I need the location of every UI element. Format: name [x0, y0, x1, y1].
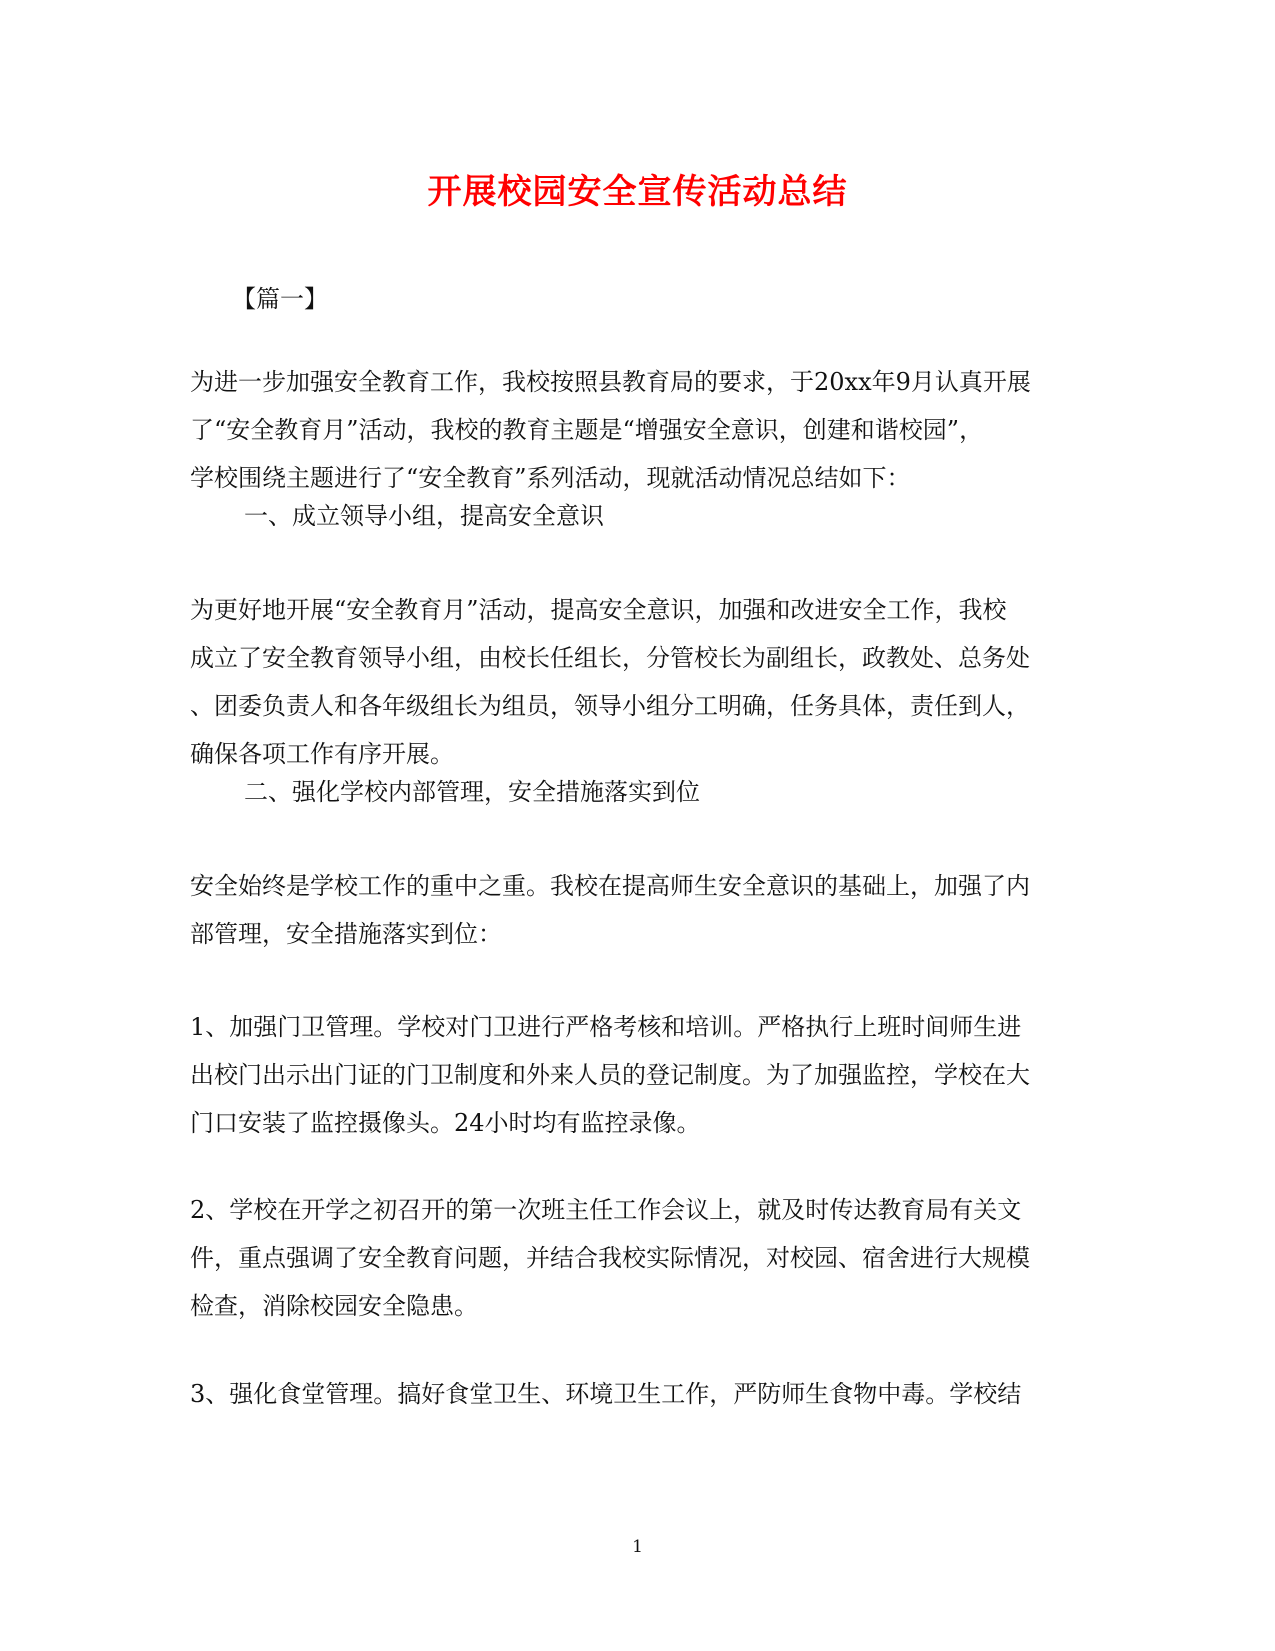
paragraph-2 — [190, 862, 1080, 958]
paragraph-line: 为进一步加强安全教育工作，我校按照县教育局的要求，于20xx年9月认真开展 — [190, 368, 1031, 396]
paragraph-line: 门口安装了监控摄像头。24小时均有监控录像。 — [190, 1109, 701, 1137]
paragraph-line: 学校围绕主题进行了“安全教育”系列活动，现就活动情况总结如下： — [190, 464, 911, 492]
paragraph-line: 了“安全教育月”活动，我校的教育主题是“增强安全意识，创建和谐校园”， — [190, 416, 984, 444]
paragraph-line: 部管理，安全措施落实到位： — [190, 920, 502, 948]
paragraph-line: 3、强化食堂管理。搞好食堂卫生、环境卫生工作，严防师生食物中毒。学校结 — [190, 1380, 1022, 1408]
paragraph-line: 2、学校在开学之初召开的第一次班主任工作会议上，就及时传达教育局有关文 — [190, 1196, 1022, 1224]
paragraph-line: 为更好地开展“安全教育月”活动，提高安全意识，加强和改进安全工作，我校 — [190, 596, 1007, 624]
paragraph-line: 出校门出示出门证的门卫制度和外来人员的登记制度。为了加强监控，学校在大 — [190, 1061, 1030, 1089]
intro-paragraph — [190, 358, 1080, 502]
paragraph-line: 安全始终是学校工作的重中之重。我校在提高师生安全意识的基础上，加强了内 — [190, 872, 1030, 900]
paragraph-line: 成立了安全教育领导小组，由校长任组长，分管校长为副组长，政教处、总务处 — [190, 644, 1030, 672]
paragraph-line: 1、加强门卫管理。学校对门卫进行严格考核和培训。严格执行上班时间师生进 — [190, 1013, 1022, 1041]
page-number: 1 — [632, 1537, 643, 1557]
paragraph-line: 确保各项工作有序开展。 — [190, 740, 454, 768]
paragraph-line: 件，重点强调了安全教育问题，并结合我校实际情况，对校园、宿舍进行大规模 — [190, 1244, 1030, 1272]
paragraph-line: 检查，消除校园安全隐患。 — [190, 1292, 478, 1320]
paragraph-line: 、团委负责人和各年级组长为组员，领导小组分工明确，任务具体，责任到人， — [190, 692, 1030, 720]
document-title: 开展校园安全宣传活动总结 — [427, 172, 848, 212]
section-heading-1: 一、成立领导小组，提高安全意识 — [244, 502, 604, 530]
list-item-3 — [190, 1370, 1080, 1418]
paragraph-1 — [190, 586, 1080, 778]
list-item-1 — [190, 1003, 1080, 1147]
section-heading-2: 二、强化学校内部管理，安全措施落实到位 — [244, 778, 700, 806]
list-item-2 — [190, 1186, 1080, 1330]
section-tag: 【篇一】 — [232, 285, 328, 313]
